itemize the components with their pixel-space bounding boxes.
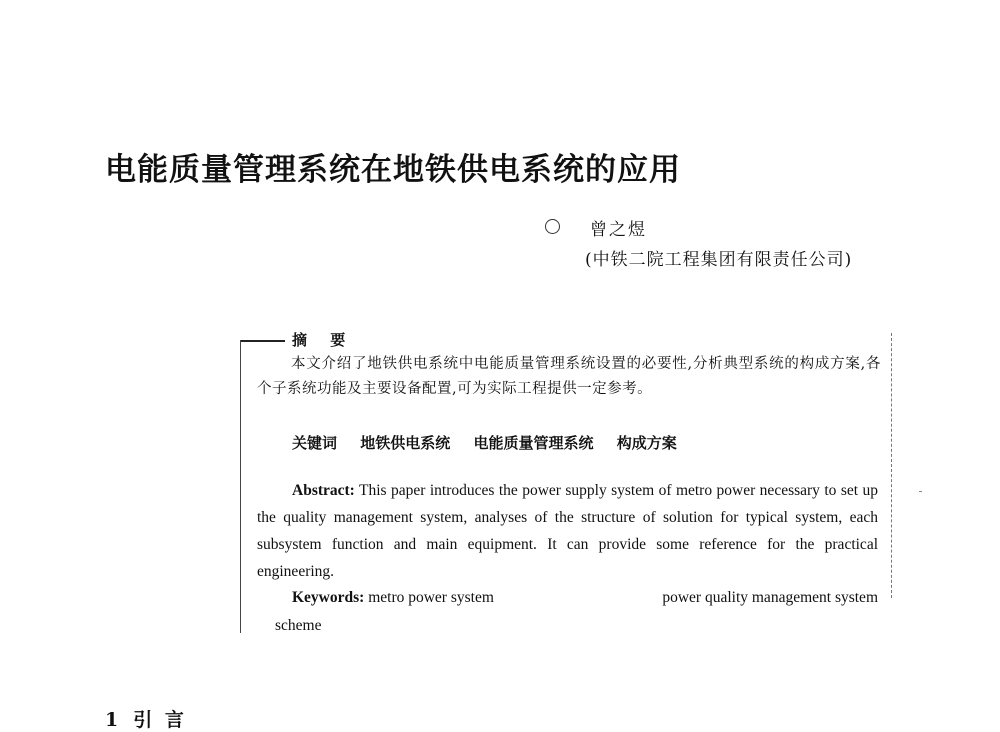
abstract-frame-top [240,340,285,342]
keyword-en-item: power quality management system [662,589,878,606]
abstract-zh-text: 本文介绍了地铁供电系统中电能质量管理系统设置的必要性,分析典型系统的构成方案,各个子系统功能及主要设备配置,可为实际工程提供一定参考。 [257,356,881,397]
keyword-en-item: scheme [275,617,322,634]
author-circle-icon [545,219,560,234]
keywords-en [257,584,878,640]
abstract-frame-left [240,340,241,633]
abstract-en [257,477,878,585]
section-number: 1 [105,709,122,731]
author-name: 曾之煜 [590,220,647,240]
abstract-en-label: Abstract: [292,482,355,499]
section-heading [105,705,187,732]
paper-title: 电能质量管理系统在地铁供电系统的应用 [105,152,681,188]
keywords-en-label: Keywords: [292,589,365,606]
abstract-en-text: This paper introduces the power supply system of metro power necessary to set up the quality management system, analyses of the structure of solution for typical system, each subsystem function and main equipment. It can provide some reference for the practical engineering. [257,482,878,580]
keywords-zh-label: 关键词 [292,434,338,452]
section-title: 引 言 [133,709,187,731]
keyword-en-item: metro power system [368,589,494,606]
abstract-zh-label: 摘 要 [292,331,355,349]
keyword-zh-item: 地铁供电系统 [360,434,451,452]
keywords-zh [292,432,695,453]
keyword-zh-item: 构成方案 [616,434,677,452]
abstract-frame-right [891,333,893,598]
author-affiliation: (中铁二院工程集团有限责任公司) [585,250,853,270]
scan-mark [919,491,922,492]
keyword-zh-item: 电能质量管理系统 [473,434,594,452]
